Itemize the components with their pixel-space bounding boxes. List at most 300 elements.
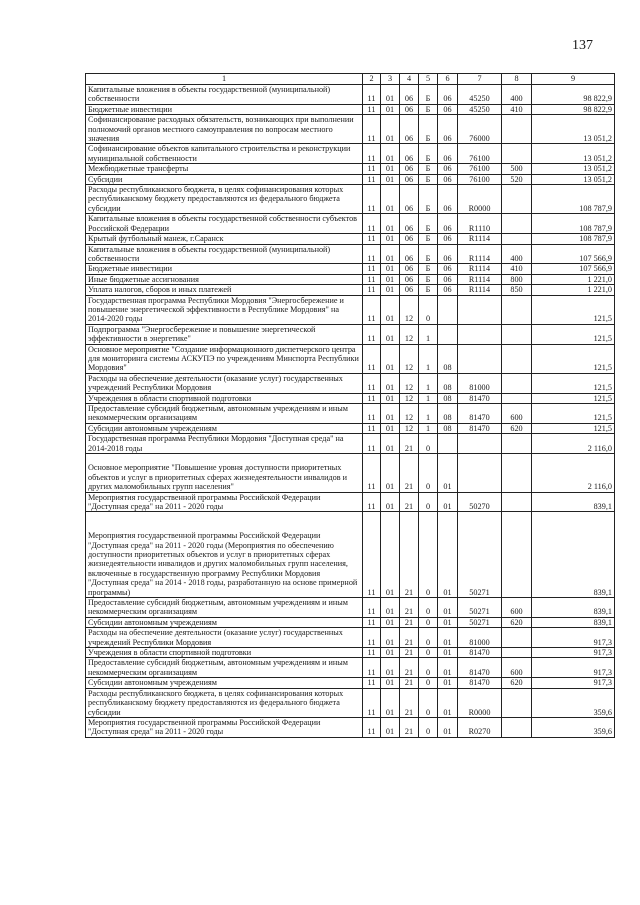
direction-code: 50271	[458, 617, 502, 627]
subsection-code: 01	[381, 598, 400, 618]
row-name: Расходы на обеспечение деятельности (оказание услуг) государственных учреждений Республики Мордовия	[86, 373, 363, 393]
activity-code: 06	[438, 234, 458, 244]
row-name: Расходы республиканского бюджета, в целях софинансирования которых республиканскому бюджету предоставляются из федерального бюджета субсидии	[86, 185, 363, 214]
subsection-code: 01	[381, 324, 400, 344]
subprogram-code: 0	[419, 628, 438, 648]
amount: 917,3	[532, 648, 615, 658]
column-header: 1	[86, 74, 363, 85]
direction-code: 81470	[458, 658, 502, 678]
direction-code	[458, 434, 502, 454]
direction-code	[458, 454, 502, 493]
section-code: 11	[363, 423, 381, 433]
direction-code	[458, 344, 502, 373]
subsection-code: 01	[381, 678, 400, 688]
direction-code: 50270	[458, 492, 502, 512]
expense-type-code	[502, 434, 532, 454]
subsection-code: 01	[381, 404, 400, 424]
direction-code: R1114	[458, 244, 502, 264]
activity-code: 01	[438, 628, 458, 648]
direction-code: R0000	[458, 688, 502, 717]
direction-code: 76100	[458, 164, 502, 174]
activity-code	[438, 295, 458, 324]
subprogram-code: Б	[419, 214, 438, 234]
amount: 13 051,2	[532, 164, 615, 174]
section-code: 11	[363, 324, 381, 344]
amount: 1 221,0	[532, 285, 615, 295]
amount: 13 051,2	[532, 144, 615, 164]
subprogram-code: 1	[419, 373, 438, 393]
section-code: 11	[363, 454, 381, 493]
section-code: 11	[363, 104, 381, 114]
expense-type-code: 400	[502, 244, 532, 264]
activity-code: 06	[438, 285, 458, 295]
program-code: 12	[400, 423, 419, 433]
section-code: 11	[363, 434, 381, 454]
amount: 917,3	[532, 678, 615, 688]
activity-code: 08	[438, 373, 458, 393]
section-code: 11	[363, 115, 381, 144]
activity-code: 08	[438, 344, 458, 373]
subprogram-code: 1	[419, 324, 438, 344]
column-header: 4	[400, 74, 419, 85]
subprogram-code: Б	[419, 115, 438, 144]
program-code: 21	[400, 492, 419, 512]
subsection-code: 01	[381, 628, 400, 648]
program-code: 21	[400, 658, 419, 678]
row-name: Подпрограмма "Энергосбережение и повышение энергетической эффективности в энергетике"	[86, 324, 363, 344]
subsection-code: 01	[381, 344, 400, 373]
program-code: 06	[400, 85, 419, 105]
row-name: Капитальные вложения в объекты государственной (муниципальной) собственности	[86, 85, 363, 105]
column-header: 2	[363, 74, 381, 85]
program-code: 06	[400, 214, 419, 234]
activity-code: 06	[438, 144, 458, 164]
amount: 121,5	[532, 393, 615, 403]
activity-code: 06	[438, 85, 458, 105]
section-code: 11	[363, 628, 381, 648]
expense-type-code	[502, 393, 532, 403]
direction-code: 50271	[458, 512, 502, 598]
subsection-code: 01	[381, 115, 400, 144]
amount: 917,3	[532, 628, 615, 648]
subsection-code: 01	[381, 617, 400, 627]
section-code: 11	[363, 648, 381, 658]
column-header: 7	[458, 74, 502, 85]
row-name: Софинансирование объектов капитального строительства и реконструкции муниципальной собственности	[86, 144, 363, 164]
subsection-code: 01	[381, 85, 400, 105]
subprogram-code: 0	[419, 678, 438, 688]
activity-code: 01	[438, 678, 458, 688]
table-row	[86, 174, 615, 184]
budget-table	[85, 73, 615, 738]
section-code: 11	[363, 617, 381, 627]
subsection-code: 01	[381, 274, 400, 284]
amount: 108 787,9	[532, 234, 615, 244]
amount: 2 116,0	[532, 454, 615, 493]
direction-code: R1114	[458, 234, 502, 244]
page-number: 137	[572, 38, 593, 53]
activity-code: 08	[438, 404, 458, 424]
table-row	[86, 85, 615, 105]
section-code: 11	[363, 85, 381, 105]
expense-type-code: 600	[502, 598, 532, 618]
table-row	[86, 295, 615, 324]
subprogram-code: 0	[419, 295, 438, 324]
table-row	[86, 264, 615, 274]
subprogram-code: Б	[419, 164, 438, 174]
program-code: 12	[400, 324, 419, 344]
program-code: 12	[400, 404, 419, 424]
direction-code: R0270	[458, 717, 502, 737]
expense-type-code: 500	[502, 164, 532, 174]
subsection-code: 01	[381, 717, 400, 737]
program-code: 21	[400, 617, 419, 627]
row-name: Основное мероприятие "Создание информационного диспетчерского центра для мониторинга системы АСКУПЭ по учреждениям Минспорта Республики Мордовия"	[86, 344, 363, 373]
table-row	[86, 285, 615, 295]
subprogram-code: Б	[419, 264, 438, 274]
amount: 13 051,2	[532, 174, 615, 184]
amount: 1 221,0	[532, 274, 615, 284]
subsection-code: 01	[381, 164, 400, 174]
table-row	[86, 234, 615, 244]
table-row	[86, 144, 615, 164]
section-code: 11	[363, 244, 381, 264]
amount: 107 566,9	[532, 264, 615, 274]
expense-type-code	[502, 185, 532, 214]
subsection-code: 01	[381, 393, 400, 403]
table-row	[86, 373, 615, 393]
column-header: 3	[381, 74, 400, 85]
subsection-code: 01	[381, 492, 400, 512]
program-code: 06	[400, 174, 419, 184]
direction-code: R0000	[458, 185, 502, 214]
subprogram-code: 0	[419, 512, 438, 598]
row-name: Основное мероприятие "Повышение уровня доступности приоритетных объектов и услуг в приоритетных сферах жизнедеятельности инвалидов и других маломобильных групп населения"	[86, 454, 363, 493]
row-name: Бюджетные инвестиции	[86, 264, 363, 274]
table-header-row	[86, 74, 615, 85]
section-code: 11	[363, 492, 381, 512]
activity-code: 06	[438, 214, 458, 234]
expense-type-code: 520	[502, 174, 532, 184]
subprogram-code: Б	[419, 104, 438, 114]
subsection-code: 01	[381, 512, 400, 598]
table-row	[86, 164, 615, 174]
table-row	[86, 324, 615, 344]
amount: 917,3	[532, 658, 615, 678]
program-code: 21	[400, 648, 419, 658]
subprogram-code: Б	[419, 234, 438, 244]
row-name: Мероприятия государственной программы Российской Федерации "Доступная среда" на 2011 - 2020 годы	[86, 492, 363, 512]
program-code: 21	[400, 688, 419, 717]
expense-type-code	[502, 492, 532, 512]
table-row	[86, 512, 615, 598]
subsection-code: 01	[381, 658, 400, 678]
activity-code: 08	[438, 393, 458, 403]
amount: 839,1	[532, 492, 615, 512]
direction-code: 81470	[458, 678, 502, 688]
subprogram-code: 0	[419, 688, 438, 717]
subprogram-code: Б	[419, 144, 438, 164]
row-name: Учреждения в области спортивной подготовки	[86, 648, 363, 658]
subprogram-code: 0	[419, 617, 438, 627]
expense-type-code: 410	[502, 264, 532, 274]
table-row	[86, 617, 615, 627]
direction-code: R1114	[458, 264, 502, 274]
row-name: Субсидии автономным учреждениям	[86, 617, 363, 627]
activity-code: 06	[438, 115, 458, 144]
program-code: 12	[400, 295, 419, 324]
section-code: 11	[363, 214, 381, 234]
row-name: Государственная программа Республики Мордовия "Энергосбережение и повышение энергетической эффективности в Республике Мордовия" на 2014-2020 годы	[86, 295, 363, 324]
expense-type-code	[502, 717, 532, 737]
program-code: 12	[400, 373, 419, 393]
table-row	[86, 274, 615, 284]
table-row	[86, 678, 615, 688]
expense-type-code: 600	[502, 404, 532, 424]
subprogram-code: 1	[419, 423, 438, 433]
row-name: Субсидии автономным учреждениям	[86, 678, 363, 688]
row-name: Расходы на обеспечение деятельности (оказание услуг) государственных учреждений Республики Мордовия	[86, 628, 363, 648]
program-code: 21	[400, 434, 419, 454]
program-code: 06	[400, 244, 419, 264]
subprogram-code: Б	[419, 85, 438, 105]
subprogram-code: 1	[419, 393, 438, 403]
table-row	[86, 404, 615, 424]
program-code: 21	[400, 512, 419, 598]
section-code: 11	[363, 264, 381, 274]
section-code: 11	[363, 393, 381, 403]
amount: 121,5	[532, 344, 615, 373]
amount: 121,5	[532, 404, 615, 424]
direction-code: R1114	[458, 285, 502, 295]
row-name: Предоставление субсидий бюджетным, автономным учреждениям и иным некоммерческим организациям	[86, 658, 363, 678]
column-header: 6	[438, 74, 458, 85]
column-header: 5	[419, 74, 438, 85]
activity-code: 01	[438, 512, 458, 598]
program-code: 06	[400, 104, 419, 114]
expense-type-code: 400	[502, 85, 532, 105]
row-name: Крытый футбольный манеж, г.Саранск	[86, 234, 363, 244]
table-row	[86, 244, 615, 264]
activity-code: 01	[438, 617, 458, 627]
amount: 2 116,0	[532, 434, 615, 454]
expense-type-code: 620	[502, 678, 532, 688]
subprogram-code: Б	[419, 244, 438, 264]
table-body	[86, 85, 615, 738]
table-row	[86, 454, 615, 493]
section-code: 11	[363, 295, 381, 324]
program-code: 12	[400, 393, 419, 403]
expense-type-code: 620	[502, 423, 532, 433]
subprogram-code: 1	[419, 344, 438, 373]
direction-code: 76100	[458, 174, 502, 184]
activity-code: 01	[438, 688, 458, 717]
expense-type-code	[502, 628, 532, 648]
subsection-code: 01	[381, 185, 400, 214]
section-code: 11	[363, 373, 381, 393]
row-name: Межбюджетные трансферты	[86, 164, 363, 174]
subprogram-code: 0	[419, 454, 438, 493]
row-name: Предоставление субсидий бюджетным, автономным учреждениям и иным некоммерческим организациям	[86, 404, 363, 424]
activity-code: 01	[438, 598, 458, 618]
direction-code: 81000	[458, 628, 502, 648]
activity-code: 06	[438, 174, 458, 184]
subprogram-code: Б	[419, 174, 438, 184]
table-row	[86, 104, 615, 114]
row-name: Мероприятия государственной программы Российской Федерации "Доступная среда" на 2011 - 2020 годы (Мероприятия по обеспечению доступности приоритетных объектов и услуг в приоритетных сферах жизнедеятельности инвалидов и других маломобильных групп населения, включенные в государственную программу Республики Мордовия "Доступная среда" на 2014 - 2018 годы, разработанную на основе примерной программы)	[86, 512, 363, 598]
activity-code: 06	[438, 264, 458, 274]
subsection-code: 01	[381, 285, 400, 295]
program-code: 06	[400, 115, 419, 144]
amount: 121,5	[532, 373, 615, 393]
section-code: 11	[363, 174, 381, 184]
row-name: Государственная программа Республики Мордовия "Доступная среда" на 2014-2018 годы	[86, 434, 363, 454]
section-code: 11	[363, 658, 381, 678]
direction-code: 76100	[458, 144, 502, 164]
expense-type-code	[502, 295, 532, 324]
activity-code: 06	[438, 164, 458, 174]
row-name: Иные бюджетные ассигнования	[86, 274, 363, 284]
amount: 98 822,9	[532, 85, 615, 105]
subprogram-code: 0	[419, 492, 438, 512]
activity-code: 01	[438, 648, 458, 658]
expense-type-code	[502, 688, 532, 717]
subprogram-code: Б	[419, 185, 438, 214]
expense-type-code	[502, 115, 532, 144]
section-code: 11	[363, 688, 381, 717]
program-code: 06	[400, 185, 419, 214]
program-code: 06	[400, 285, 419, 295]
expense-type-code: 800	[502, 274, 532, 284]
expense-type-code: 600	[502, 658, 532, 678]
expense-type-code	[502, 144, 532, 164]
expense-type-code	[502, 373, 532, 393]
amount: 121,5	[532, 423, 615, 433]
direction-code: 81000	[458, 373, 502, 393]
table-row	[86, 115, 615, 144]
subprogram-code: 0	[419, 598, 438, 618]
table-row	[86, 434, 615, 454]
subsection-code: 01	[381, 295, 400, 324]
section-code: 11	[363, 344, 381, 373]
activity-code: 06	[438, 274, 458, 284]
row-name: Софинансирование расходных обязательств, возникающих при выполнении полномочий органов местного самоуправления по вопросам местного значения	[86, 115, 363, 144]
table-row	[86, 423, 615, 433]
table-row	[86, 393, 615, 403]
section-code: 11	[363, 717, 381, 737]
expense-type-code	[502, 512, 532, 598]
subsection-code: 01	[381, 423, 400, 433]
amount: 107 566,9	[532, 244, 615, 264]
program-code: 21	[400, 678, 419, 688]
table-row	[86, 598, 615, 618]
row-name: Субсидии автономным учреждениям	[86, 423, 363, 433]
table-row	[86, 214, 615, 234]
program-code: 21	[400, 717, 419, 737]
activity-code: 01	[438, 454, 458, 493]
row-name: Бюджетные инвестиции	[86, 104, 363, 114]
row-name: Субсидии	[86, 174, 363, 184]
amount: 121,5	[532, 324, 615, 344]
expense-type-code: 620	[502, 617, 532, 627]
column-header: 9	[532, 74, 615, 85]
expense-type-code	[502, 214, 532, 234]
table-row	[86, 648, 615, 658]
expense-type-code: 850	[502, 285, 532, 295]
direction-code: 81470	[458, 404, 502, 424]
section-code: 11	[363, 234, 381, 244]
direction-code	[458, 295, 502, 324]
subsection-code: 01	[381, 144, 400, 164]
subsection-code: 01	[381, 434, 400, 454]
program-code: 21	[400, 598, 419, 618]
direction-code: 81470	[458, 648, 502, 658]
amount: 108 787,9	[532, 214, 615, 234]
expense-type-code: 410	[502, 104, 532, 114]
table-row	[86, 492, 615, 512]
section-code: 11	[363, 144, 381, 164]
subsection-code: 01	[381, 454, 400, 493]
row-name: Учреждения в области спортивной подготовки	[86, 393, 363, 403]
row-name: Предоставление субсидий бюджетным, автономным учреждениям и иным некоммерческим организациям	[86, 598, 363, 618]
subsection-code: 01	[381, 234, 400, 244]
activity-code	[438, 434, 458, 454]
subprogram-code: Б	[419, 285, 438, 295]
activity-code: 06	[438, 104, 458, 114]
section-code: 11	[363, 274, 381, 284]
direction-code: 45250	[458, 85, 502, 105]
row-name: Капитальные вложения в объекты государственной собственности субъектов Российской Федерации	[86, 214, 363, 234]
column-header: 8	[502, 74, 532, 85]
subprogram-code: 0	[419, 717, 438, 737]
program-code: 21	[400, 628, 419, 648]
table-row	[86, 344, 615, 373]
subprogram-code: 0	[419, 658, 438, 678]
activity-code: 06	[438, 185, 458, 214]
table-row	[86, 628, 615, 648]
direction-code: R1110	[458, 214, 502, 234]
activity-code	[438, 324, 458, 344]
direction-code: 81470	[458, 393, 502, 403]
amount: 121,5	[532, 295, 615, 324]
direction-code: 45250	[458, 104, 502, 114]
section-code: 11	[363, 185, 381, 214]
row-name: Расходы республиканского бюджета, в целях софинансирования которых республиканскому бюджету предоставляются из федерального бюджета субсидии	[86, 688, 363, 717]
program-code: 06	[400, 164, 419, 174]
subsection-code: 01	[381, 244, 400, 264]
program-code: 06	[400, 274, 419, 284]
amount: 839,1	[532, 598, 615, 618]
subsection-code: 01	[381, 373, 400, 393]
direction-code: 76000	[458, 115, 502, 144]
expense-type-code	[502, 234, 532, 244]
subprogram-code: 0	[419, 434, 438, 454]
section-code: 11	[363, 285, 381, 295]
program-code: 06	[400, 144, 419, 164]
table-row	[86, 185, 615, 214]
subsection-code: 01	[381, 264, 400, 274]
expense-type-code	[502, 344, 532, 373]
direction-code: 81470	[458, 423, 502, 433]
expense-type-code	[502, 454, 532, 493]
subprogram-code: 0	[419, 648, 438, 658]
section-code: 11	[363, 512, 381, 598]
amount: 359,6	[532, 717, 615, 737]
section-code: 11	[363, 678, 381, 688]
activity-code: 01	[438, 717, 458, 737]
subsection-code: 01	[381, 648, 400, 658]
table-row	[86, 717, 615, 737]
